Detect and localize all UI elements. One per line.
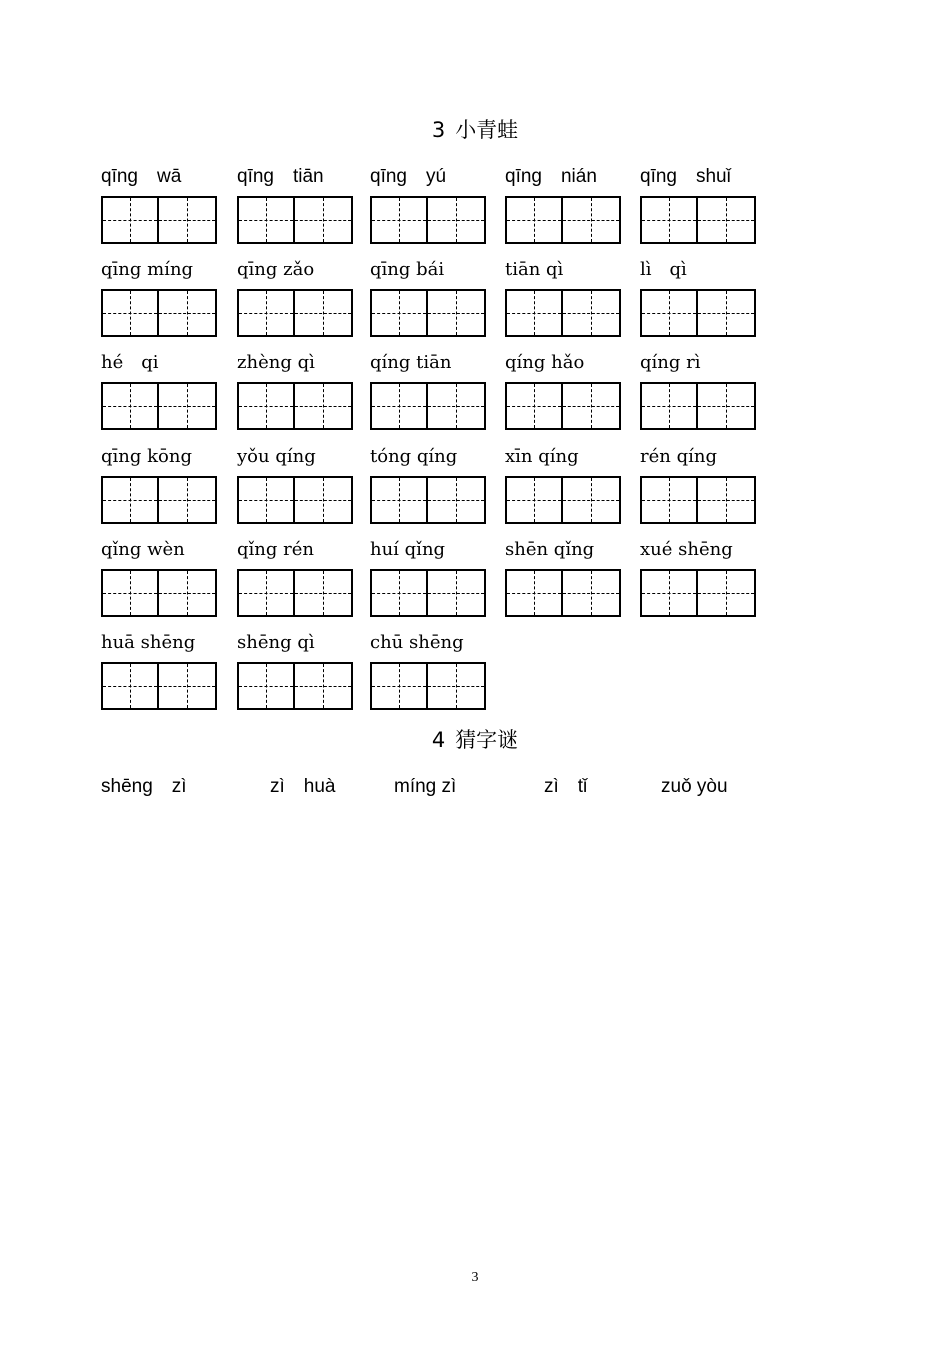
section-4-pinyin-label: zuǒ yòu bbox=[661, 776, 728, 797]
tianzige-writing-box[interactable] bbox=[370, 196, 428, 244]
tianzige-writing-box[interactable] bbox=[698, 476, 756, 524]
pinyin-label: qīng zǎo bbox=[237, 259, 315, 280]
section-4-title bbox=[0, 728, 950, 752]
pinyin-label: xīn qíng bbox=[505, 446, 579, 467]
tianzige-writing-box[interactable] bbox=[563, 382, 621, 430]
pinyin-label: qīng wā bbox=[101, 166, 182, 187]
tianzige-writing-box[interactable] bbox=[505, 196, 563, 244]
tianzige-writing-box[interactable] bbox=[101, 289, 159, 337]
tianzige-writing-box[interactable] bbox=[640, 569, 698, 617]
tianzige-writing-box[interactable] bbox=[295, 476, 353, 524]
tianzige-writing-box[interactable] bbox=[505, 382, 563, 430]
pinyin-label: qǐng wèn bbox=[101, 539, 185, 560]
tianzige-writing-box[interactable] bbox=[295, 196, 353, 244]
tianzige-writing-box[interactable] bbox=[101, 662, 159, 710]
tianzige-writing-box[interactable] bbox=[370, 289, 428, 337]
pinyin-label: qīng tiān bbox=[237, 166, 324, 187]
pinyin-label: shēng qì bbox=[237, 632, 315, 653]
tianzige-writing-box[interactable] bbox=[159, 382, 217, 430]
pinyin-label: qīng nián bbox=[505, 166, 597, 187]
tianzige-writing-box[interactable] bbox=[505, 569, 563, 617]
pinyin-label: hé qi bbox=[101, 352, 159, 373]
tianzige-writing-box[interactable] bbox=[237, 569, 295, 617]
tianzige-writing-box[interactable] bbox=[295, 382, 353, 430]
pinyin-label: yǒu qíng bbox=[237, 446, 316, 467]
tianzige-writing-box[interactable] bbox=[159, 662, 217, 710]
section-3-number: 3 bbox=[431, 118, 446, 142]
tianzige-writing-box[interactable] bbox=[563, 569, 621, 617]
pinyin-label: qīng shuǐ bbox=[640, 166, 731, 187]
pinyin-label: qīng yú bbox=[370, 166, 447, 187]
pinyin-label: shēn qǐng bbox=[505, 539, 595, 560]
tianzige-writing-box[interactable] bbox=[428, 196, 486, 244]
tianzige-writing-box[interactable] bbox=[159, 569, 217, 617]
pinyin-label: lì qì bbox=[640, 259, 687, 280]
tianzige-writing-box[interactable] bbox=[505, 289, 563, 337]
tianzige-writing-box[interactable] bbox=[505, 476, 563, 524]
tianzige-writing-box[interactable] bbox=[237, 289, 295, 337]
tianzige-writing-box[interactable] bbox=[640, 289, 698, 337]
pinyin-label: zhèng qì bbox=[237, 352, 315, 373]
tianzige-writing-box[interactable] bbox=[237, 196, 295, 244]
tianzige-writing-box[interactable] bbox=[640, 476, 698, 524]
tianzige-writing-box[interactable] bbox=[563, 289, 621, 337]
tianzige-writing-box[interactable] bbox=[370, 662, 428, 710]
section-4-heading: 猜字谜 bbox=[455, 728, 519, 752]
tianzige-writing-box[interactable] bbox=[159, 476, 217, 524]
section-4-pinyin-label: míng zì bbox=[394, 776, 457, 797]
tianzige-writing-box[interactable] bbox=[698, 569, 756, 617]
pinyin-label: qǐng rén bbox=[237, 539, 314, 560]
section-3-heading: 小青蛙 bbox=[455, 118, 519, 142]
pinyin-label: huí qǐng bbox=[370, 539, 446, 560]
tianzige-writing-box[interactable] bbox=[159, 289, 217, 337]
section-4-pinyin-label: zì huà bbox=[270, 776, 336, 797]
tianzige-writing-box[interactable] bbox=[698, 196, 756, 244]
pinyin-label: qíng hǎo bbox=[505, 352, 585, 373]
tianzige-writing-box[interactable] bbox=[563, 196, 621, 244]
tianzige-writing-box[interactable] bbox=[640, 382, 698, 430]
section-4-pinyin-label: shēng zì bbox=[101, 776, 187, 797]
pinyin-label: qīng bái bbox=[370, 259, 445, 280]
tianzige-writing-box[interactable] bbox=[101, 569, 159, 617]
tianzige-writing-box[interactable] bbox=[101, 196, 159, 244]
pinyin-label: qīng míng bbox=[101, 259, 194, 280]
tianzige-writing-box[interactable] bbox=[370, 476, 428, 524]
tianzige-writing-box[interactable] bbox=[428, 569, 486, 617]
tianzige-writing-box[interactable] bbox=[428, 382, 486, 430]
tianzige-writing-box[interactable] bbox=[563, 476, 621, 524]
tianzige-writing-box[interactable] bbox=[295, 662, 353, 710]
tianzige-writing-box[interactable] bbox=[295, 569, 353, 617]
pinyin-label: chū shēng bbox=[370, 632, 464, 653]
tianzige-writing-box[interactable] bbox=[640, 196, 698, 244]
tianzige-writing-box[interactable] bbox=[295, 289, 353, 337]
tianzige-writing-box[interactable] bbox=[237, 476, 295, 524]
page-number: 3 bbox=[471, 1270, 479, 1285]
tianzige-writing-box[interactable] bbox=[698, 382, 756, 430]
tianzige-writing-box[interactable] bbox=[428, 476, 486, 524]
pinyin-label: qíng tiān bbox=[370, 352, 452, 373]
pinyin-label: qíng rì bbox=[640, 352, 701, 373]
tianzige-writing-box[interactable] bbox=[101, 476, 159, 524]
pinyin-label: tóng qíng bbox=[370, 446, 458, 467]
tianzige-writing-box[interactable] bbox=[237, 382, 295, 430]
tianzige-writing-box[interactable] bbox=[428, 662, 486, 710]
pinyin-label: rén qíng bbox=[640, 446, 717, 467]
pinyin-label: qīng kōng bbox=[101, 446, 192, 467]
tianzige-writing-box[interactable] bbox=[370, 569, 428, 617]
tianzige-writing-box[interactable] bbox=[159, 196, 217, 244]
tianzige-writing-box[interactable] bbox=[237, 662, 295, 710]
pinyin-label: xué shēng bbox=[640, 539, 733, 560]
section-4-pinyin-label: zì tǐ bbox=[544, 776, 588, 797]
section-4-number: 4 bbox=[431, 728, 446, 752]
pinyin-label: huā shēng bbox=[101, 632, 196, 653]
tianzige-writing-box[interactable] bbox=[698, 289, 756, 337]
tianzige-writing-box[interactable] bbox=[370, 382, 428, 430]
pinyin-label: tiān qì bbox=[505, 259, 564, 280]
tianzige-writing-box[interactable] bbox=[101, 382, 159, 430]
section-3-title bbox=[0, 118, 950, 142]
tianzige-writing-box[interactable] bbox=[428, 289, 486, 337]
